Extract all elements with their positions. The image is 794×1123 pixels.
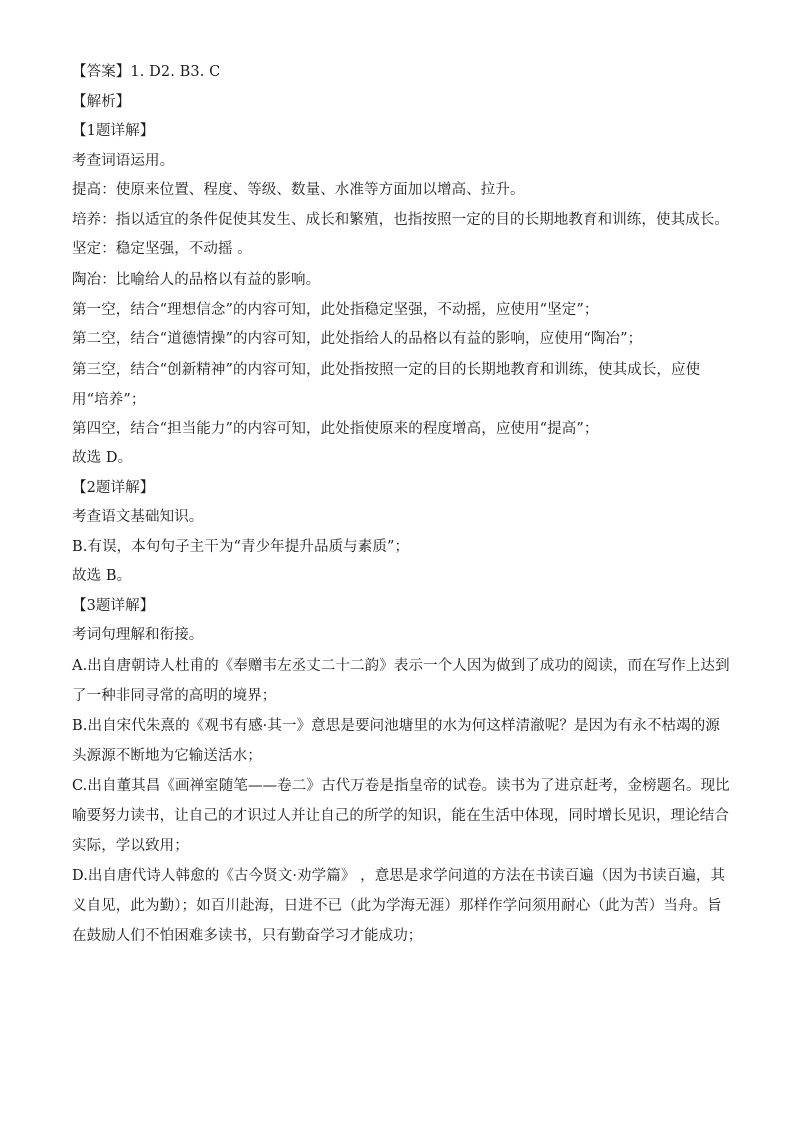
q1-blank-3: 第三空，结合“创新精神”的内容可知，此处指按照一定的目的长期地教育和训练，使其成长，应使用“培养”； bbox=[72, 361, 701, 408]
q1-blank-4: 第四空，结合“担当能力”的内容可知，此处指使原来的程度增高，应使用“提高”； bbox=[72, 420, 599, 437]
q3-option-a: A.出自唐朝诗人杜甫的《奉赠韦左丞丈二十二韵》表示一个人因为做到了成功的阅读，而在写作上达到了一种非同寻常的高明的境界； bbox=[72, 657, 730, 704]
q2-conclusion: 故选 B。 bbox=[72, 568, 132, 584]
q1-heading: 【1题详解】 bbox=[72, 123, 155, 139]
q3-topic: 考词句理解和衔接。 bbox=[72, 627, 204, 643]
analysis-heading: 【解析】 bbox=[72, 93, 131, 110]
q1-def-peiyang: 培养：指以适宜的条件促使其发生、成长和繁殖，也指按照一定的目的长期地教育和训练，使其成长。 bbox=[72, 211, 729, 228]
q2-topic: 考查语文基础知识。 bbox=[72, 509, 204, 525]
q2-option-b: B.有误，本句句子主干为“青少年提升品质与素质”； bbox=[72, 538, 410, 555]
q1-def-jianding: 坚定：稳定坚强，不动摇 。 bbox=[72, 241, 252, 257]
q1-def-taoye: 陶冶：比喻给人的品格以有益的影响。 bbox=[72, 272, 321, 288]
q3-heading: 【3题详解】 bbox=[72, 597, 155, 614]
q1-def-tigao: 提高：使原来位置、程度、等级、数量、水准等方面加以增高、拉升。 bbox=[72, 182, 525, 198]
q2-heading: 【2题详解】 bbox=[72, 479, 155, 496]
q1-blank-2: 第二空，结合“道德情操”的内容可知，此处指给人的品格以有益的影响，应使用“陶冶”； bbox=[72, 331, 643, 347]
q3-option-c: C.出自董其昌《画禅室随笔——卷二》古代万卷是指皇帝的试卷。读书为了进京赶考，金榜题名。现比喻要努力读书，让自己的才识过人并让自己的所学的知识，能在生活中体现，同时增长见识，理论结合实际，学以致用； bbox=[72, 777, 730, 854]
document-page bbox=[72, 62, 732, 955]
answer-line: 【答案】1. D2. B3. C bbox=[72, 64, 221, 80]
q3-option-b: B.出自宋代朱熹的《观书有感·其一》意思是要问池塘里的水为何这样清澈呢？是因为有永不枯竭的源头源源不断地为它输送活水； bbox=[72, 717, 720, 764]
q1-conclusion: 故选 D。 bbox=[72, 450, 133, 466]
q1-topic: 考查词语运用。 bbox=[72, 152, 175, 169]
q3-option-d: D.出自唐代诗人韩愈的《古今贤文·劝学篇》 ，意思是求学问道的方法在书读百遍（因为书读百遍，其义自见，此为勤）；如百川赴海，日进不已（此为学海无涯）那样作学问须用耐心（此为苦）当舟。旨在鼓励人们不怕困难多读书，只有勤奋学习才能成功； bbox=[72, 867, 726, 944]
q1-blank-1: 第一空，结合“理想信念”的内容可知，此处指稳定坚强，不动摇，应使用“坚定”； bbox=[72, 301, 599, 318]
